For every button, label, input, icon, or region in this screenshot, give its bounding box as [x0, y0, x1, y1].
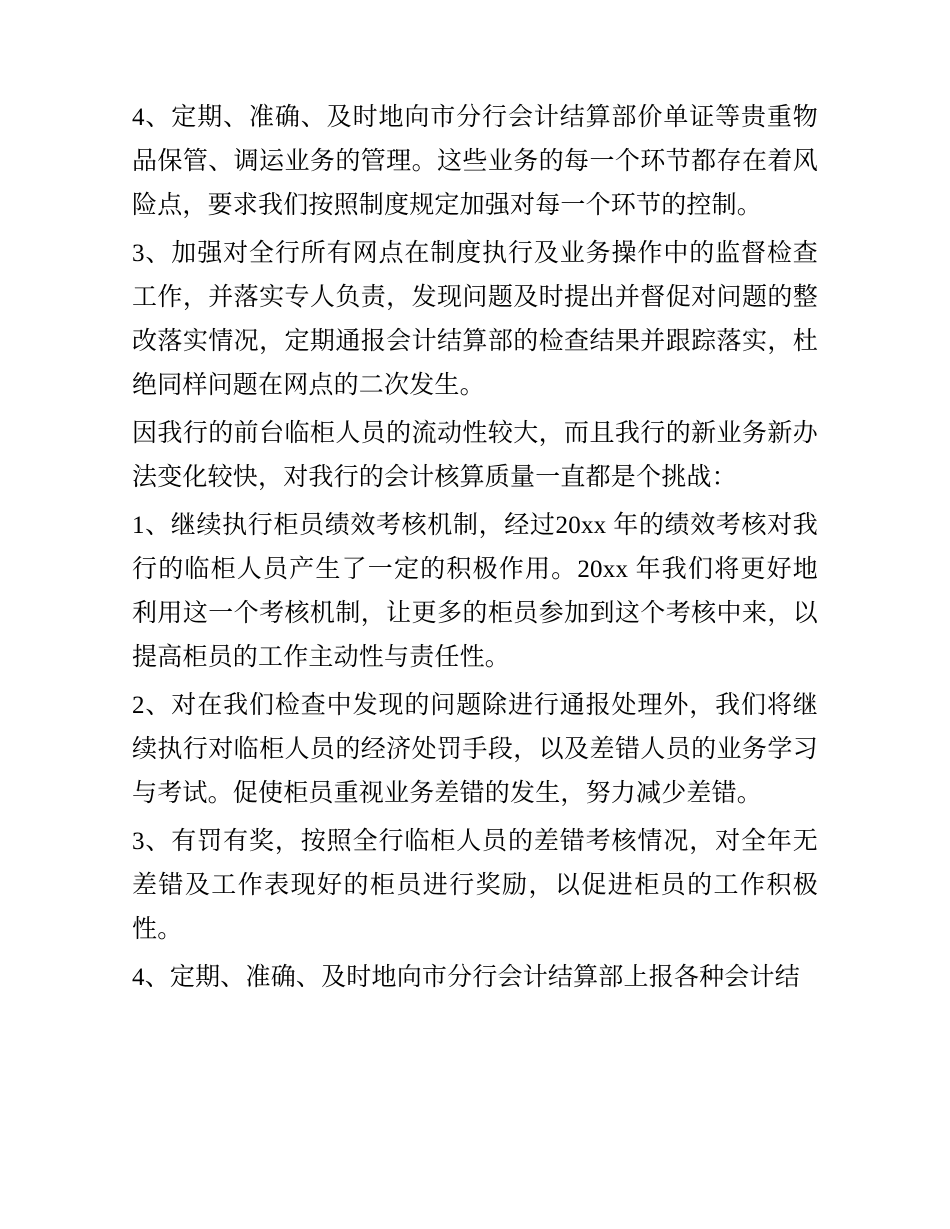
paragraph: 2、对在我们检查中发现的问题除进行通报处理外，我们将继续执行对临柜人员的经济处罚手段，以及差错人员的业务学习与考试。促使柜员重视业务差错的发生，努力减少差错。 — [132, 692, 818, 807]
paragraph: 因我行的前台临柜人员的流动性较大，而且我行的新业务新办法变化较快，对我行的会计核算质量一直都是个挑战： — [132, 420, 818, 491]
paragraph: 4、定期、准确、及时地向市分行会计结算部上报各种会计结 — [132, 964, 800, 991]
paragraph: 1、继续执行柜员绩效考核机制，经过20xx 年的绩效考核对我行的临柜人员产生了一定的积极作用。20xx 年我们将更好地利用这一个考核机制，让更多的柜员参加到这个考核中来，以提高柜员的工作主动性与责任性。 — [132, 512, 818, 671]
paragraph: 3、有罚有奖，按照全行临柜人员的差错考核情况，对全年无差错及工作表现好的柜员进行奖励，以促进柜员的工作积极性。 — [132, 828, 818, 943]
paragraph: 4、定期、准确、及时地向市分行会计结算部价单证等贵重物品保管、调运业务的管理。这些业务的每一个环节都存在着风险点，要求我们按照制度规定加强对每一个环节的控制。 — [132, 104, 818, 219]
paragraph: 3、加强对全行所有网点在制度执行及业务操作中的监督检查工作，并落实专人负责，发现问题及时提出并督促对问题的整改落实情况，定期通报会计结算部的检查结果并跟踪落实，杜绝同样问题在网点的二次发生。 — [132, 240, 818, 399]
document-body — [132, 96, 818, 1000]
